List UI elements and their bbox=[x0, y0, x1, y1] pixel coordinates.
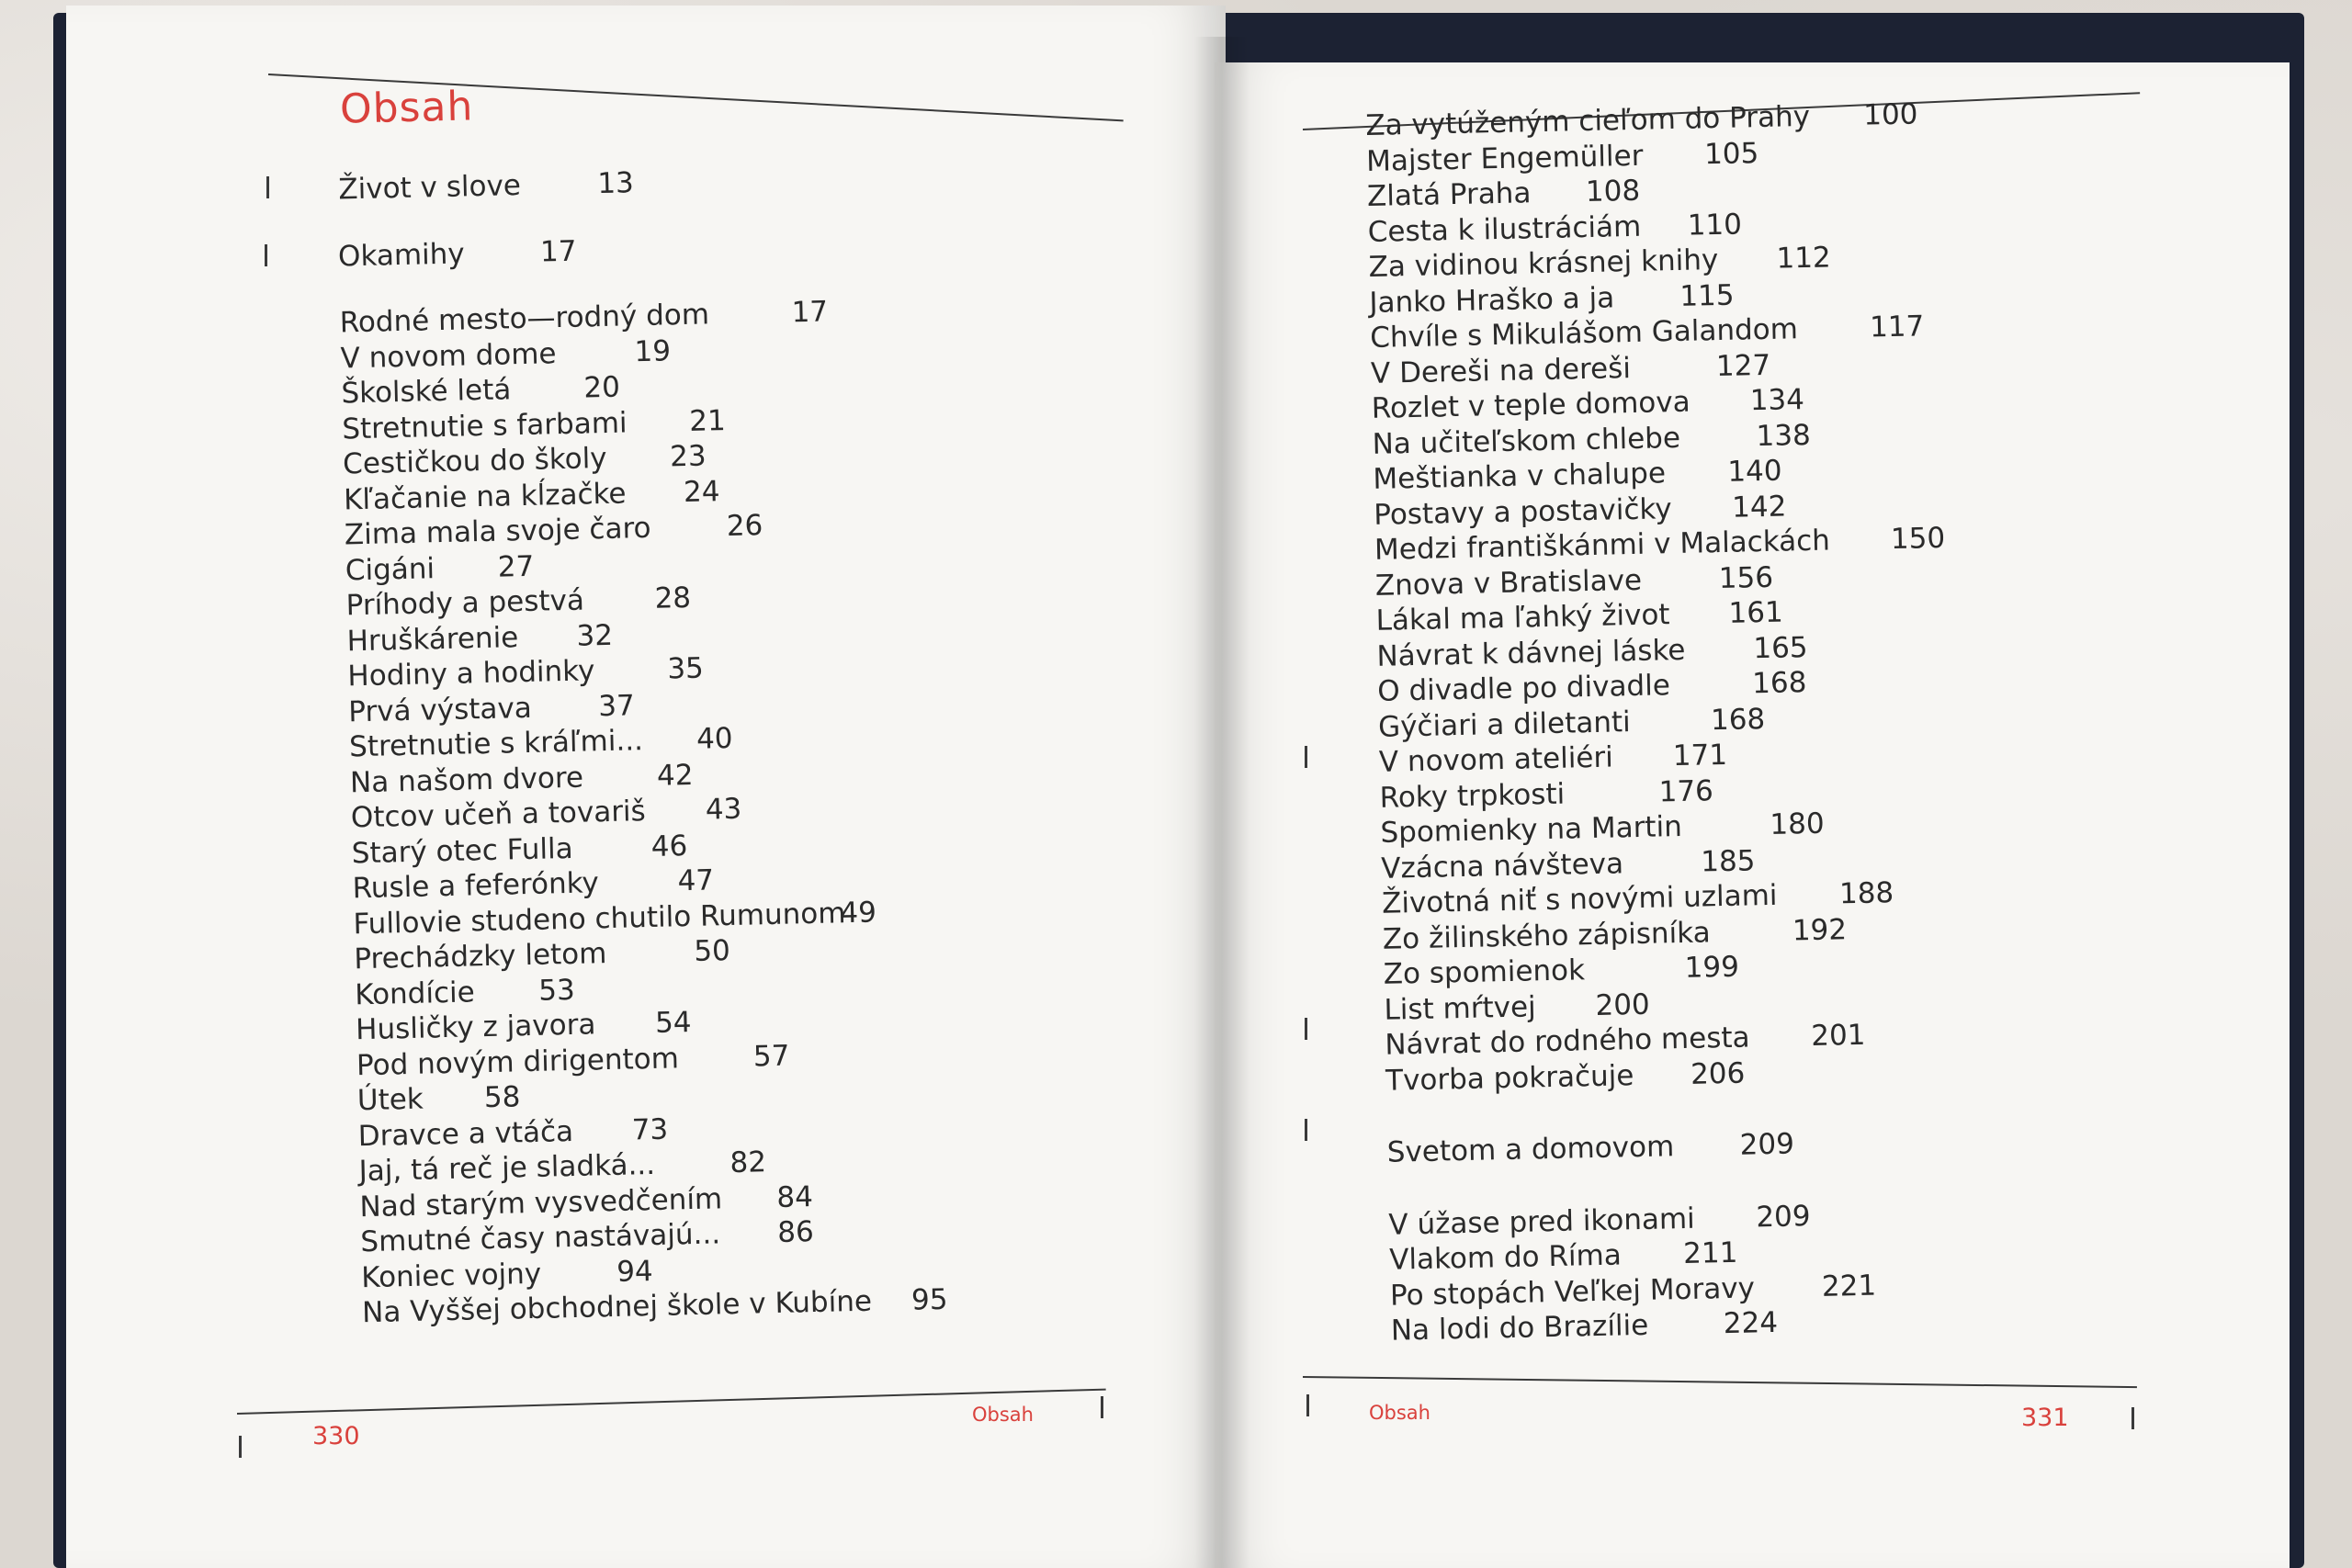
toc-entry-page: 127 bbox=[1715, 348, 1771, 383]
toc-entry bbox=[1369, 310, 1925, 355]
toc-entry bbox=[1373, 454, 1782, 497]
toc-entry-title: Prvá výstava bbox=[347, 691, 533, 728]
toc-entry-page: 206 bbox=[1690, 1056, 1746, 1091]
toc-entry-page: 13 bbox=[596, 166, 635, 201]
toc-entry-page: 209 bbox=[1755, 1199, 1811, 1234]
toc-entry-page: 94 bbox=[616, 1254, 654, 1289]
toc-entry-page: 17 bbox=[539, 234, 577, 269]
running-head: Obsah bbox=[1369, 1402, 1430, 1424]
toc-entry-title: Stretnutie s farbami bbox=[341, 405, 628, 446]
toc-entry-title: Roky trpkosti bbox=[1379, 777, 1566, 815]
toc-entry-page: 82 bbox=[729, 1145, 767, 1180]
part-marker bbox=[1305, 1018, 1307, 1040]
page-title: Obsah bbox=[339, 83, 474, 133]
toc-entry-page: 100 bbox=[1862, 97, 1918, 132]
toc-entry bbox=[1374, 560, 1774, 603]
toc-entry-title: Hodiny a hodinky bbox=[347, 654, 595, 694]
toc-entry-page: 21 bbox=[688, 403, 727, 438]
toc-entry-title: Chvíle s Mikulášom Galandom bbox=[1369, 312, 1799, 355]
page-number: 330 bbox=[312, 1422, 360, 1450]
part-marker bbox=[1305, 746, 1307, 768]
toc-entry-page: 165 bbox=[1753, 630, 1808, 665]
toc-entry-title: Návrat do rodného mesta bbox=[1384, 1021, 1750, 1062]
toc-entry-page: 23 bbox=[669, 439, 707, 474]
toc-entry-title: Spomienky na Martin bbox=[1380, 809, 1683, 850]
toc-entry-page: 20 bbox=[582, 370, 621, 405]
toc-entry-title: Školské letá bbox=[341, 373, 512, 411]
toc-entry-title: Po stopách Veľkej Moravy bbox=[1389, 1270, 1756, 1313]
toc-entry-title: Pod novým dirigentom bbox=[356, 1041, 680, 1082]
toc-entry-title: Janko Hraško a ja bbox=[1369, 280, 1615, 320]
toc-entry bbox=[1371, 383, 1805, 426]
toc-entry-page: 32 bbox=[576, 618, 614, 653]
folio-marker bbox=[1306, 1394, 1309, 1416]
toc-entry-title: Hruškárenie bbox=[346, 620, 519, 658]
toc-entry-title: Okamihy bbox=[337, 236, 466, 274]
toc-entry bbox=[1385, 1056, 1746, 1098]
toc-entry-title: Meštianka v chalupe bbox=[1373, 457, 1667, 496]
toc-entry-title: Životná niť s novými uzlami bbox=[1381, 878, 1778, 920]
toc-entry-title: V novom dome bbox=[340, 336, 557, 375]
toc-entry-title: Návrat k dávnej láske bbox=[1376, 633, 1686, 673]
toc-entry-page: 168 bbox=[1751, 666, 1807, 701]
toc-entry-page: 115 bbox=[1679, 278, 1735, 313]
left-page bbox=[66, 6, 1226, 1568]
toc-entry-title: Stretnutie s kráľmi... bbox=[348, 724, 644, 764]
toc-entry-page: 105 bbox=[1703, 136, 1759, 171]
toc-entry-page: 176 bbox=[1658, 773, 1714, 808]
toc-entry bbox=[1378, 738, 1728, 780]
toc-entry-page: 142 bbox=[1731, 490, 1787, 525]
toc-entry-title: Na učiteľskom chlebe bbox=[1372, 421, 1681, 461]
toc-entry-page: 47 bbox=[677, 863, 715, 898]
toc-entry-page: 53 bbox=[537, 973, 576, 1008]
part-marker bbox=[265, 244, 267, 266]
toc-entry-page: 209 bbox=[1739, 1127, 1795, 1162]
toc-entry-page: 171 bbox=[1672, 738, 1728, 773]
toc-entry-page: 37 bbox=[597, 688, 636, 723]
toc-entry-page: 211 bbox=[1682, 1235, 1738, 1271]
toc-entry-title: V Dereši na dereši bbox=[1370, 351, 1632, 390]
toc-entry-title: Koniec vojny bbox=[360, 1257, 542, 1294]
toc-entry-title: Vzácna návšteva bbox=[1380, 846, 1624, 886]
toc-entry-page: 108 bbox=[1585, 174, 1641, 209]
toc-entry-title: Prechádzky letom bbox=[354, 937, 607, 976]
toc-entry-page: 43 bbox=[705, 792, 742, 827]
toc-entry-title: Otcov učeň a tovariš bbox=[350, 795, 647, 835]
toc-entry bbox=[1366, 174, 1641, 214]
toc-entry-title: Tvorba pokračuje bbox=[1385, 1058, 1634, 1098]
toc-entry-page: 50 bbox=[693, 934, 731, 968]
toc-entry-page: 24 bbox=[683, 474, 720, 509]
toc-entry-page: 42 bbox=[656, 758, 694, 793]
toc-entry-title: Medzi františkánmi v Malackách bbox=[1374, 524, 1831, 567]
toc-entry-page: 200 bbox=[1595, 987, 1651, 1022]
toc-entry-title: Nad starým vysvedčením bbox=[359, 1181, 723, 1224]
toc-entry-title: Rusle a feferónky bbox=[352, 866, 600, 906]
toc-entry bbox=[1376, 666, 1807, 709]
toc-entry-title: Fullovie studeno chutilo Rumunom bbox=[353, 896, 846, 941]
toc-entry-title: Útek bbox=[356, 1082, 424, 1118]
toc-entry bbox=[1369, 278, 1735, 320]
toc-entry bbox=[1365, 136, 1759, 178]
toc-entry-title: Na Vyššej obchodnej škole v Kubíne bbox=[361, 1284, 873, 1330]
toc-entry-page: 140 bbox=[1726, 454, 1782, 489]
toc-entry-title: Na lodi do Brazílie bbox=[1390, 1308, 1649, 1348]
toc-entry-page: 180 bbox=[1770, 807, 1825, 841]
toc-entry-title: List mŕtvej bbox=[1384, 989, 1537, 1027]
toc-entry-page: 17 bbox=[791, 295, 829, 330]
toc-entry-page: 54 bbox=[654, 1006, 692, 1040]
toc-entry-title: Lákal ma ľahký život bbox=[1375, 598, 1670, 637]
toc-entry-page: 26 bbox=[726, 509, 763, 544]
toc-entry-title: Život v slove bbox=[338, 168, 522, 207]
book-spine bbox=[1194, 37, 1250, 1568]
toc-entry bbox=[1389, 1269, 1877, 1313]
toc-entry-title: Za vidinou krásnej knihy bbox=[1368, 243, 1719, 284]
part-marker bbox=[266, 176, 269, 198]
folio-marker bbox=[1101, 1396, 1103, 1418]
toc-entry-title: Zima mala svoje čaro bbox=[344, 511, 651, 552]
toc-entry-page: 192 bbox=[1792, 912, 1848, 947]
toc-entry-title: Rodné mesto—rodný dom bbox=[339, 298, 710, 340]
toc-entry-title: Rozlet v teple domova bbox=[1371, 385, 1691, 425]
toc-entry bbox=[1383, 950, 1740, 992]
part-marker bbox=[1305, 1119, 1307, 1141]
page-number: 331 bbox=[2021, 1404, 2069, 1432]
toc-entry-page: 58 bbox=[483, 1080, 521, 1115]
toc-entry-page: 84 bbox=[776, 1179, 814, 1214]
toc-entry-title: Starý otec Fulla bbox=[351, 831, 574, 870]
toc-entry-page: 57 bbox=[752, 1039, 790, 1073]
toc-entry bbox=[1386, 1127, 1795, 1170]
toc-entry bbox=[1377, 702, 1766, 744]
toc-entry bbox=[1390, 1305, 1779, 1348]
toc-entry bbox=[1382, 912, 1848, 956]
toc-entry bbox=[1370, 348, 1771, 390]
toc-entry bbox=[1384, 987, 1651, 1027]
toc-entry-title: Husličky z javora bbox=[355, 1008, 596, 1047]
toc-entry-title: Cigáni bbox=[345, 551, 435, 587]
toc-entry-page: 185 bbox=[1700, 843, 1756, 879]
toc-entry-page: 138 bbox=[1756, 418, 1812, 453]
toc-entry-title: Cestičkou do školy bbox=[342, 441, 607, 481]
toc-entry-page: 73 bbox=[631, 1112, 669, 1147]
toc-entry-page: 117 bbox=[1869, 310, 1925, 344]
toc-entry-page: 46 bbox=[650, 829, 688, 863]
toc-entry bbox=[1367, 207, 1743, 249]
toc-entry-title: Dravce a vtáča bbox=[357, 1114, 574, 1153]
toc-entry-page: 224 bbox=[1723, 1305, 1779, 1341]
toc-entry-page: 35 bbox=[666, 651, 705, 686]
toc-entry-page: 27 bbox=[497, 549, 535, 584]
toc-entry-page: 112 bbox=[1776, 241, 1832, 276]
toc-entry-page: 161 bbox=[1728, 595, 1784, 630]
toc-entry-page: 201 bbox=[1810, 1018, 1866, 1054]
toc-entry-page: 40 bbox=[695, 721, 733, 756]
toc-entry-page: 28 bbox=[654, 581, 692, 615]
toc-entry-page: 188 bbox=[1838, 876, 1894, 911]
toc-entry bbox=[1379, 773, 1714, 815]
toc-entry bbox=[1380, 843, 1756, 886]
toc-entry bbox=[1375, 595, 1784, 638]
toc-entry bbox=[1376, 630, 1808, 673]
toc-entry-page: 168 bbox=[1710, 702, 1766, 737]
toc-entry-title: Za vytúženým cieľom do Prahy bbox=[1365, 99, 1811, 142]
toc-entry bbox=[1381, 876, 1894, 921]
toc-entry-title: Kondície bbox=[354, 975, 476, 1011]
toc-entry bbox=[1388, 1235, 1738, 1278]
toc-entry bbox=[1380, 807, 1825, 851]
toc-entry-title: Cesta k ilustráciám bbox=[1367, 209, 1642, 249]
toc-entry-page: 150 bbox=[1890, 521, 1946, 557]
toc-entry-title: V novom ateliéri bbox=[1378, 740, 1614, 779]
toc-entry-title: Na našom dvore bbox=[349, 761, 584, 799]
toc-entry-page: 49 bbox=[840, 895, 877, 930]
toc-entry-page: 134 bbox=[1749, 383, 1805, 418]
toc-entry bbox=[1388, 1199, 1811, 1242]
toc-entry-title: Svetom a domovom bbox=[1386, 1130, 1675, 1169]
toc-entry-page: 110 bbox=[1687, 207, 1743, 243]
toc-entry-page: 19 bbox=[634, 333, 672, 368]
toc-entry bbox=[1365, 97, 1918, 143]
toc-entry-title: Kľačanie na kĺzačke bbox=[343, 476, 627, 516]
toc-entry-title: Zo spomienok bbox=[1383, 953, 1586, 991]
toc-entry-title: O divadle po divadle bbox=[1376, 669, 1671, 708]
folio-marker bbox=[2132, 1407, 2134, 1429]
toc-entry-title: Majster Engemüller bbox=[1365, 139, 1644, 178]
toc-entry-title: Smutné časy nastávajú... bbox=[360, 1217, 721, 1259]
toc-entry-title: Postavy a postavičky bbox=[1373, 491, 1672, 532]
toc-entry-page: 95 bbox=[910, 1282, 948, 1317]
toc-entry-title: Vlakom do Ríma bbox=[1388, 1238, 1623, 1277]
toc-entry-title: Zlatá Praha bbox=[1366, 176, 1532, 213]
toc-entry-page: 199 bbox=[1684, 950, 1740, 985]
toc-entry-title: Gýčiari a diletanti bbox=[1377, 705, 1632, 744]
toc-entry bbox=[1372, 418, 1812, 461]
toc-entry-title: Zo žilinského zápisníka bbox=[1382, 915, 1711, 956]
toc-entry-title: V úžase pred ikonami bbox=[1388, 1201, 1696, 1242]
toc-entry bbox=[1374, 521, 1946, 568]
running-head: Obsah bbox=[972, 1404, 1034, 1426]
toc-entry-title: Jaj, tá reč je sladká... bbox=[358, 1147, 656, 1189]
toc-entry-page: 156 bbox=[1718, 560, 1774, 595]
toc-entry-page: 221 bbox=[1821, 1269, 1877, 1303]
folio-marker bbox=[239, 1436, 242, 1458]
toc-entry-title: Príhody a pestvá bbox=[345, 583, 585, 623]
toc-entry-title: Znova v Bratislave bbox=[1374, 563, 1643, 603]
toc-entry bbox=[1368, 241, 1832, 285]
toc-entry-page: 86 bbox=[776, 1215, 815, 1249]
